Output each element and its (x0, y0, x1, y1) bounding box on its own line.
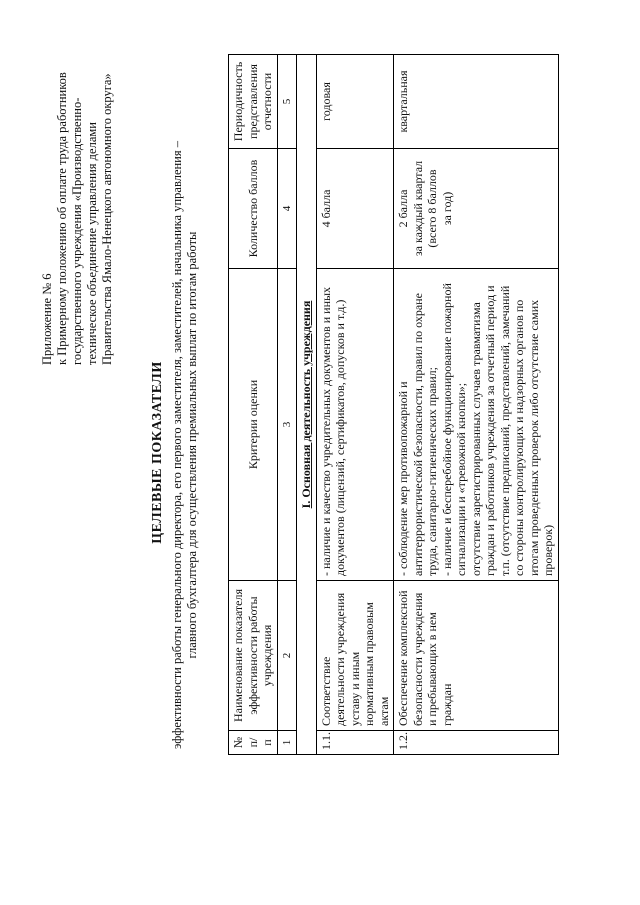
header-points: Количество баллов (229, 149, 278, 269)
subtitle-line: эффективности работы генерального директора, его первого заместителя, заместителей, начальника управления – (170, 141, 184, 750)
row-points (394, 149, 559, 269)
row-name: Соответствие деятельности учреждения уставу и иным нормативным правовым актам (316, 581, 394, 731)
appendix-line: государственного учреждения «Производственно- (70, 97, 84, 365)
indicators-table (228, 54, 559, 755)
appendix-header (40, 45, 115, 365)
row-num: 1.2. (394, 731, 559, 755)
table-row (316, 55, 394, 755)
appendix-line: техническое объединение управления делами (85, 122, 99, 365)
row-name: Обеспечение комплексной безопасности учреждения и пребывающих в нем граждан (394, 581, 559, 731)
table-row (394, 55, 559, 755)
row-period: годовая (316, 55, 394, 149)
section-heading: I. Основная деятельность учреждения (297, 55, 317, 755)
criteria-line: - соблюдение мер противопожарной и антитеррористической безопасности, правил по охране труда, санитарно-гигиенических правил; (396, 293, 439, 576)
row-period: квартальная (394, 55, 559, 149)
criteria-line: отсутствие зарегистрированных случаев травматизма граждан и работников учреждения за отчетный период и т.п. (отсутствие предписаний, представлений, замечаний со стороны контролирующих и надзорных органов по итогам проведенных проверок либо отсутствие самих проверок) (468, 285, 555, 576)
table-header-row (229, 55, 278, 755)
section-row (297, 55, 317, 755)
points-line: за год) (439, 191, 454, 226)
row-criteria: - наличие и качество учредительных документов и иных документов (лицензий, сертификатов, допусков и т.д.) (316, 269, 394, 581)
document-title: ЦЕЛЕВЫЕ ПОКАЗАТЕЛИ (150, 361, 165, 544)
row-criteria (394, 269, 559, 581)
header-criteria: Критерии оценки (229, 269, 278, 581)
header-name: Наименование показателя эффективности работы учреждения (229, 581, 278, 731)
column-index: 1 (277, 731, 297, 755)
points-line: (всего 8 баллов (425, 169, 439, 248)
header-period: Периодичность представления отчетности (229, 55, 278, 149)
column-index-row (277, 55, 297, 755)
column-index: 3 (277, 269, 297, 581)
column-index: 5 (277, 55, 297, 149)
appendix-line: к Примерному положению об оплате труда работников (55, 72, 69, 365)
points-line: 2 балла (396, 189, 410, 228)
document-subtitle (170, 105, 200, 785)
appendix-line: Правительства Ямало-Ненецкого автономного округа» (100, 73, 114, 365)
row-points: 4 балла (316, 149, 394, 269)
points-line: за каждый квартал (410, 160, 425, 257)
header-num: № п/п (229, 731, 278, 755)
column-index: 2 (277, 581, 297, 731)
criteria-line: - наличие и бесперебойное функционирование пожарной сигнализации и «тревожной кнопки»; (439, 283, 468, 576)
column-index: 4 (277, 149, 297, 269)
row-num: 1.1. (316, 731, 394, 755)
appendix-line: Приложение № 6 (40, 273, 54, 365)
subtitle-line: главного бухгалтера для осуществления премиальных выплат по итогам работы (185, 231, 199, 659)
